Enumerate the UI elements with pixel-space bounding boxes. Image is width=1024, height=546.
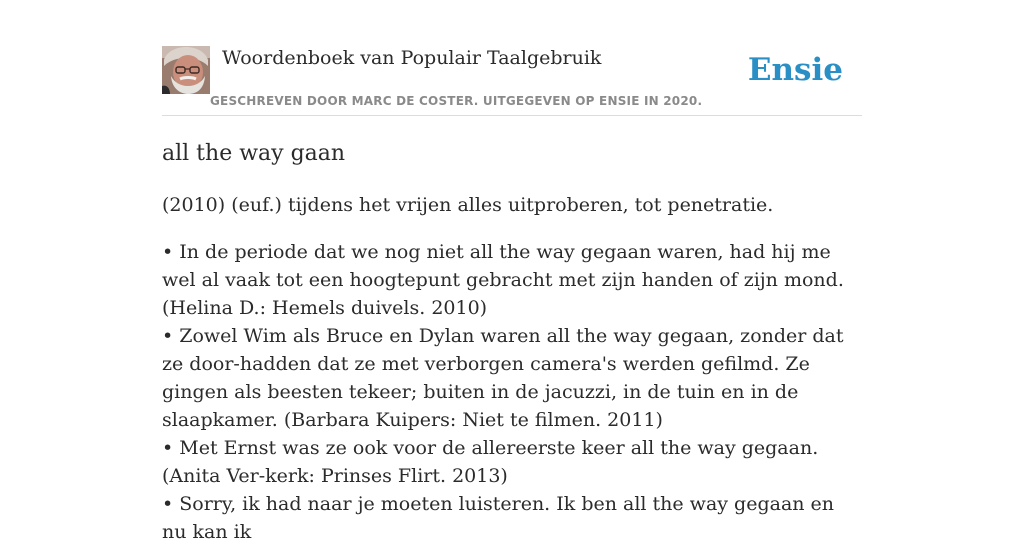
ensie-logo[interactable]: Ensie — [747, 52, 843, 88]
example-quote: • In de periode dat we nog niet all the way gegaan waren, had hij me wel al vaak tot een hoogtepunt gebracht met zijn handen of zijn mond. (Helina D.: Hemels duivels. 2010) — [162, 241, 844, 319]
book-title[interactable]: Woordenboek van Populair Taalgebruik — [222, 47, 602, 69]
example-quote: • Sorry, ik had naar je moeten luisteren. Ik ben all the way gegaan en nu kan ik — [162, 493, 835, 543]
header — [162, 46, 862, 116]
byline: GESCHREVEN DOOR MARC DE COSTER. UITGEGEVEN OP ENSIE IN 2020. — [210, 94, 703, 108]
entry-title: all the way gaan — [162, 141, 346, 166]
example-quote: • Zowel Wim als Bruce en Dylan waren all the way gegaan, zonder dat ze door-hadden dat ze met verborgen camera's werden gefilmd. Ze gingen als beesten tekeer; buiten in de jacuzzi, in de tuin en in de slaapkamer. (Barbara Kuipers: Niet te filmen. 2011) — [162, 325, 844, 431]
entry-definition: (2010) (euf.) tijdens het vrijen alles uitproberen, tot penetratie. — [162, 194, 774, 216]
author-avatar[interactable] — [162, 46, 210, 94]
example-list — [162, 238, 862, 546]
example-quote: • Met Ernst was ze ook voor de allereerste keer all the way gegaan. (Anita Ver-kerk: Prinses Flirt. 2013) — [162, 437, 819, 487]
entry-content — [162, 138, 862, 546]
